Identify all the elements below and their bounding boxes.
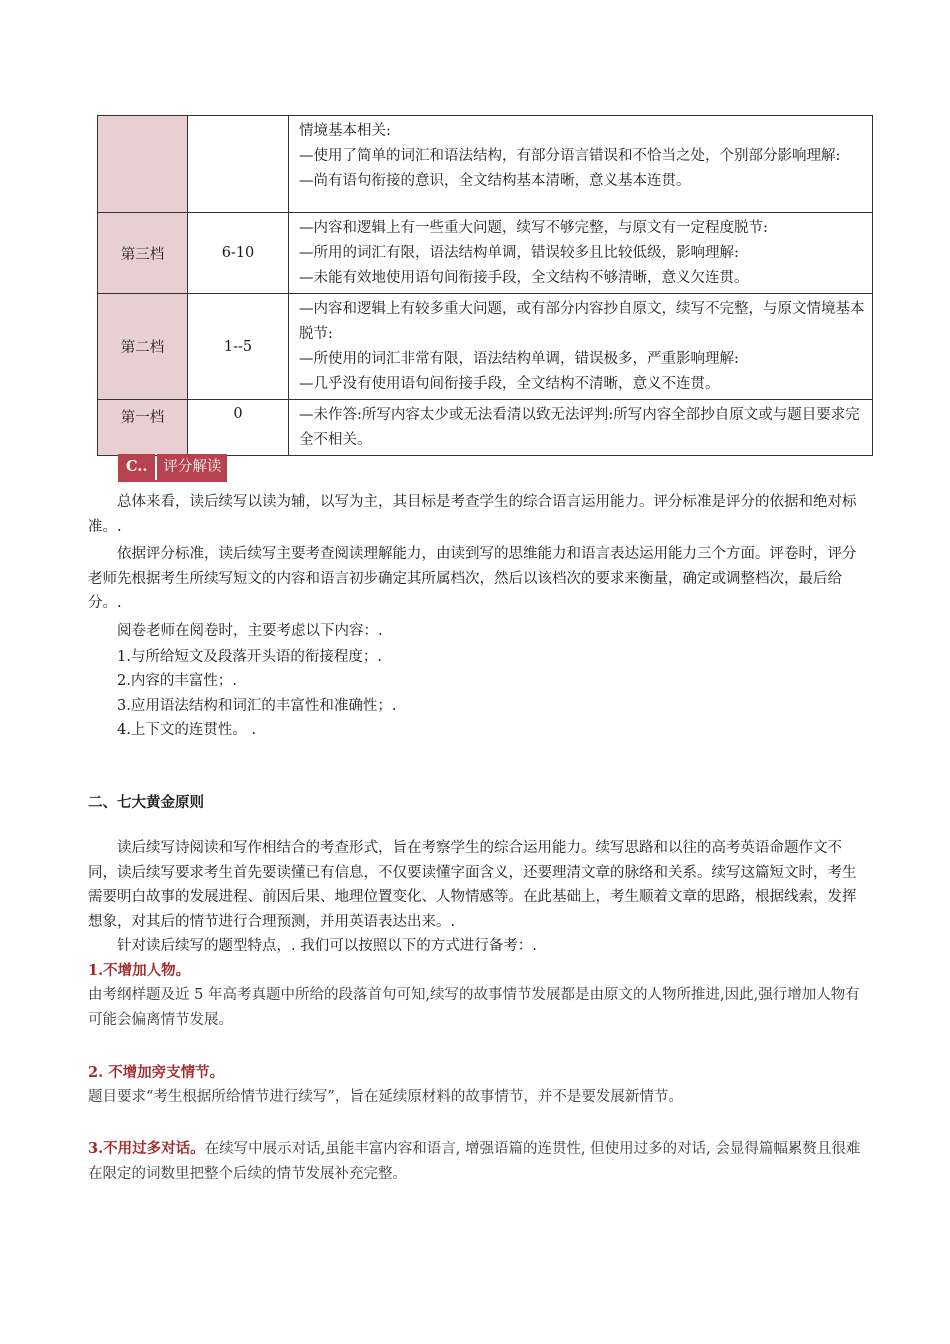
table-row (98, 116, 873, 213)
principle-title-text: 2. 不增加旁支情节。 (88, 1064, 225, 1081)
section-c-letter: C.. (118, 454, 155, 480)
description-line: —内容和逻辑上有较多重大问题，或有部分内容抄自原文，续写不完整，与原文情境基本脱节: (299, 301, 865, 342)
description-line: —未能有效地使用语句间衔接手段，全文结构不够清晰，意义欠连贯。 (299, 270, 749, 286)
level-cell: 第一档 (98, 400, 188, 456)
score-cell: 0 (188, 400, 289, 456)
description-line: —所使用的词汇非常有限，语法结构单调，错误极多，严重影响理解: (299, 351, 739, 367)
level-cell: 第二档 (98, 294, 188, 400)
description-line: 情境基本相关: (299, 123, 391, 139)
score-cell: 6-10 (188, 213, 289, 294)
intro-paragraph-2: 针对读后续写的题型特点，. 我们可以按照以下的方式进行备考：. (117, 938, 537, 954)
description-line: —未作答:所写内容太少或无法看清以致无法评判:所写内容全部抄自原文或与题目要求完全不相关。 (299, 407, 860, 448)
description-line: —内容和逻辑上有一些重大问题，续写不够完整，与原文有一定程度脱节: (299, 220, 768, 236)
description-line: —使用了简单的词汇和语法结构，有部分语言错误和不恰当之处，个别部分影响理解: (299, 148, 841, 164)
table-row (98, 213, 873, 294)
section-heading: 二、七大黄金原则 (88, 795, 204, 811)
list-item: 2.内容的丰富性；. (117, 673, 237, 689)
list-item: 4.上下文的连贯性。 . (117, 722, 257, 738)
description-line: —几乎没有使用语句间衔接手段，全文结构不清晰，意义不连贯。 (299, 376, 720, 392)
level-cell: 第三档 (98, 213, 188, 294)
description-cell (289, 213, 873, 294)
description-cell (289, 116, 873, 213)
principle-1-body: 由考纲样题及近 5 年高考真题中所给的段落首句可知,续写的故事情节发展都是由原文的人物所推进,因此,强行增加人物有可能会偏离情节发展。 (88, 987, 860, 1028)
description-cell (289, 294, 873, 400)
description-line: —尚有语句衔接的意识，全文结构基本清晰，意义基本连贯。 (299, 173, 691, 189)
table-row (98, 400, 873, 456)
section-c-title: 评分解读 (157, 454, 227, 480)
principle-body-text: 在续写中展示对话,虽能丰富内容和语言, 增强语篇的连贯性, 但使用过多的对话, 会显得篇幅累赘且很难在限定的词数里把整个后续的情节发展补充完整。 (88, 1141, 861, 1182)
scoring-paragraph-1: 总体来看，读后续写以读为辅，以写为主，其目标是考查学生的综合语言运用能力。评分标准是评分的依据和绝对标准。. (88, 494, 857, 535)
principle-title-text: 3.不用过多对话。 (88, 1140, 205, 1157)
level-cell (98, 116, 188, 213)
score-cell: 1--5 (188, 294, 289, 400)
list-item: 3.应用语法结构和词汇的丰富性和准确性；. (117, 698, 397, 714)
description-line: —所用的词汇有限，语法结构单调，错误较多且比较低级，影响理解: (299, 245, 739, 261)
principle-2-title (88, 1061, 864, 1086)
grading-table (97, 115, 873, 456)
section-c-badge (118, 454, 227, 482)
scoring-paragraph-3: 阅卷老师在阅卷时，主要考虑以下内容：. (117, 623, 383, 639)
list-item: 1.与所给短文及段落开头语的衔接程度；. (117, 649, 382, 665)
principle-1-title (88, 959, 864, 984)
score-cell (188, 116, 289, 213)
principle-3 (88, 1137, 864, 1186)
table-row (98, 294, 873, 400)
principle-title-text: 1.不增加人物。 (88, 962, 191, 979)
intro-paragraph: 读后续写诗阅读和写作相结合的考查形式，旨在考察学生的综合运用能力。续写思路和以往的高考英语命题作文不同，读后续写要求考生首先要读懂已有信息，不仅要读懂字面含义，还要理清文章的脉络和关系。续写这篇短文时，考生需要明白故事的发展进程、前因后果、地理位置变化、人物情感等。在此基础上，考生顺着文章的思路，根据线索，发挥想象，对其后的情节进行合理预测，并用英语表达出来。. (88, 840, 857, 930)
principle-2-body: 题目要求“考生根据所给情节进行续写”，旨在延续原材料的故事情节，并不是要发展新情节。 (88, 1089, 683, 1105)
scoring-paragraph-2: 依据评分标准，读后续写主要考查阅读理解能力，由读到写的思维能力和语言表达运用能力三个方面。评卷时，评分老师先根据考生所续写短文的内容和语言初步确定其所属档次，然后以该档次的要求来衡量，确定或调整档次，最后给分。. (88, 546, 857, 611)
description-cell (289, 400, 873, 456)
